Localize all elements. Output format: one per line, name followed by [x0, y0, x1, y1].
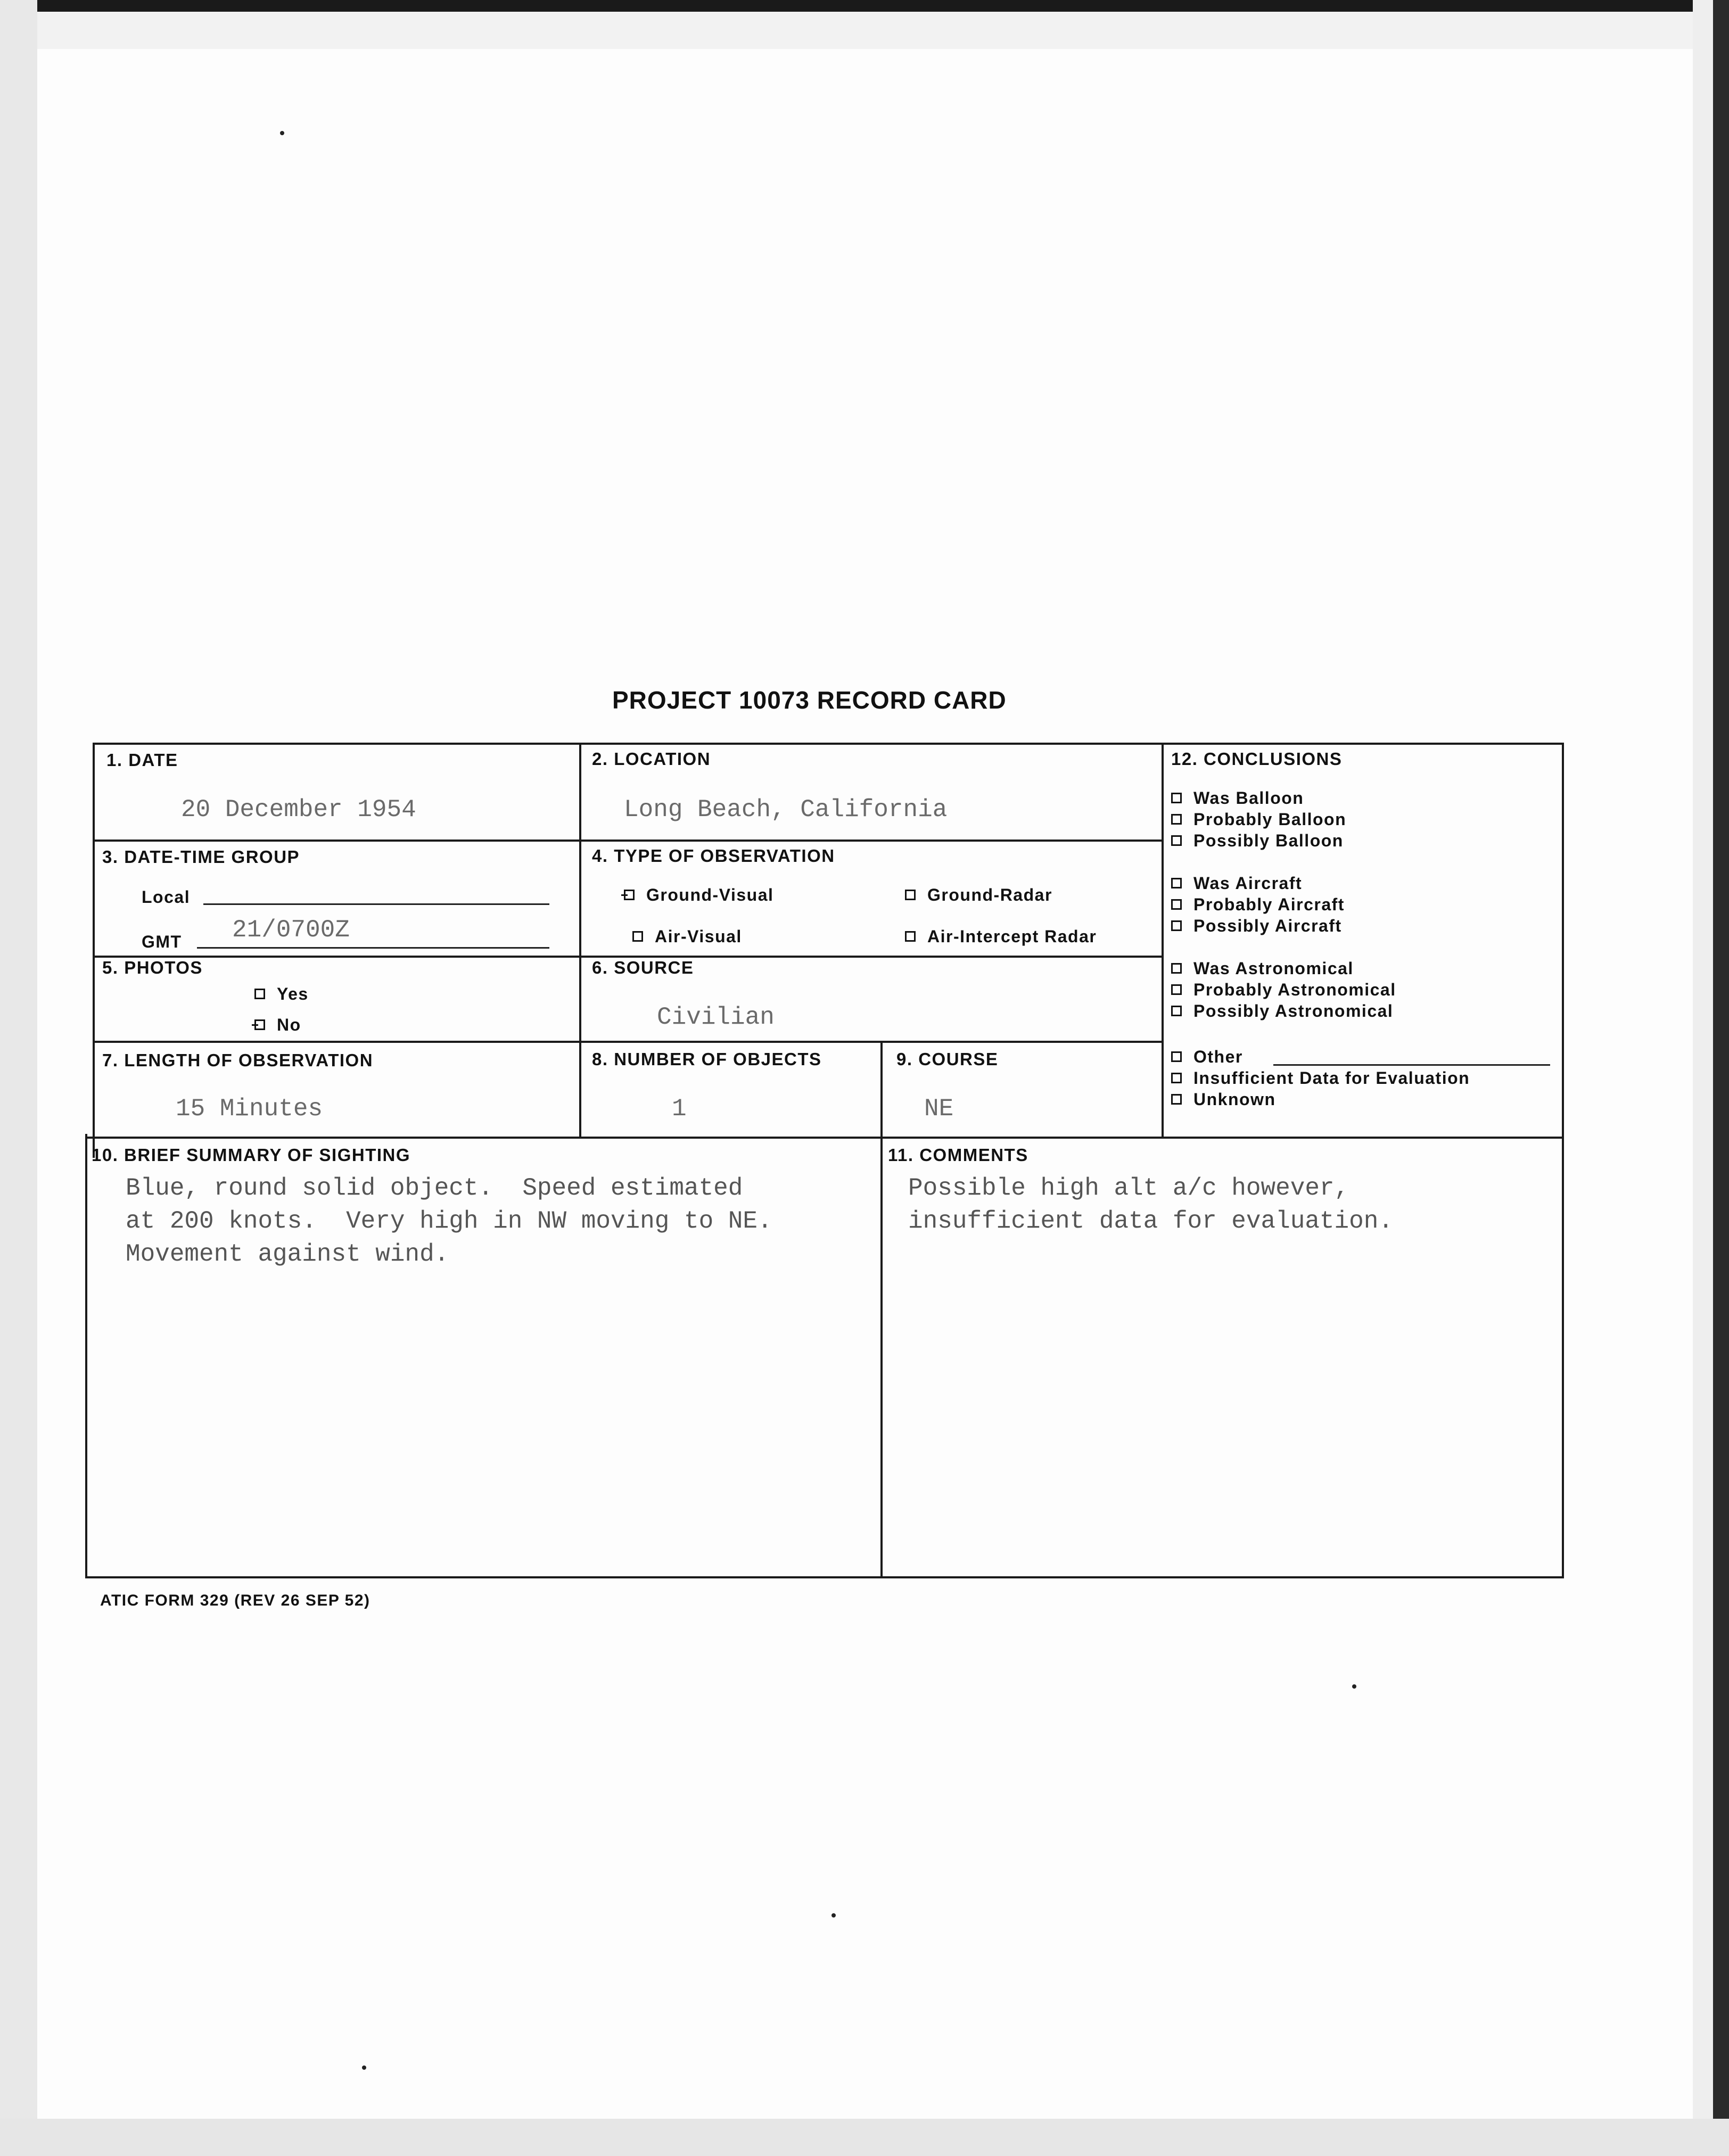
frame-left-lower: [85, 1134, 87, 1578]
scan-margin-top: [0, 12, 1729, 49]
conclusion-probably-balloon[interactable]: Probably Balloon: [1171, 810, 1346, 829]
photos-option-yes[interactable]: Yes: [254, 984, 309, 1004]
summary-line-3: Movement against wind.: [126, 1240, 449, 1268]
dust-speck: [1352, 1684, 1356, 1689]
form-footer: ATIC FORM 329 (REV 26 SEP 52): [100, 1592, 370, 1609]
comments-line-2: insufficient data for evaluation.: [908, 1207, 1393, 1235]
checkbox-icon[interactable]: [1171, 1073, 1182, 1083]
divider-col-conclusions: [1162, 743, 1164, 1137]
source-label: 6. SOURCE: [592, 958, 694, 977]
observation-option-ground-visual[interactable]: Ground-Visual: [624, 885, 773, 905]
divider-row3: [93, 1041, 1163, 1043]
objects-label: 8. NUMBER OF OBJECTS: [592, 1049, 822, 1069]
divider-col-objects: [880, 1041, 883, 1578]
checkbox-icon[interactable]: [1171, 814, 1182, 825]
summary-label: 10. BRIEF SUMMARY OF SIGHTING: [92, 1145, 411, 1165]
observation-option-air-visual[interactable]: Air-Visual: [632, 927, 742, 947]
date-label: 1. DATE: [106, 750, 178, 770]
comments-line-1: Possible high alt a/c however,: [908, 1174, 1349, 1202]
conclusion-probably-aircraft[interactable]: Probably Aircraft: [1171, 895, 1345, 915]
conclusion-probably-astronomical[interactable]: Probably Astronomical: [1171, 980, 1396, 1000]
scan-margin-bottom: [0, 2119, 1729, 2156]
scan-border-top: [0, 0, 1729, 12]
checkbox-icon[interactable]: [1171, 1051, 1182, 1062]
comments-label: 11. COMMENTS: [888, 1145, 1028, 1165]
dtg-local-label: Local: [142, 887, 191, 907]
record-card: [85, 743, 1564, 1578]
checkbox-icon[interactable]: [905, 931, 916, 942]
observation-option-ground-radar[interactable]: Ground-Radar: [905, 885, 1052, 905]
checkbox-icon[interactable]: [1171, 835, 1182, 846]
objects-value: 1: [672, 1095, 687, 1123]
conclusion-other[interactable]: Other: [1171, 1047, 1243, 1067]
conclusions-label: 12. CONCLUSIONS: [1171, 749, 1343, 769]
checkbox-icon[interactable]: [1171, 899, 1182, 910]
conclusion-was-aircraft[interactable]: Was Aircraft: [1171, 874, 1302, 893]
dust-speck: [362, 2066, 366, 2070]
checkbox-icon[interactable]: [1171, 920, 1182, 931]
observation-type-label: 4. TYPE OF OBSERVATION: [592, 846, 835, 866]
checkbox-icon[interactable]: [1171, 963, 1182, 974]
conclusion-was-astronomical[interactable]: Was Astronomical: [1171, 959, 1354, 978]
dtg-gmt-line: [197, 947, 549, 949]
photos-label: 5. PHOTOS: [102, 958, 203, 977]
frame-top: [93, 743, 1564, 745]
scan-margin-left: [0, 0, 37, 2156]
conclusion-insufficient-data[interactable]: Insufficient Data for Evaluation: [1171, 1068, 1470, 1088]
checkbox-icon[interactable]: [254, 989, 265, 999]
conclusion-possibly-aircraft[interactable]: Possibly Aircraft: [1171, 916, 1342, 936]
checkbox-icon[interactable]: [1171, 984, 1182, 995]
dust-speck: [831, 1913, 836, 1918]
conclusion-possibly-balloon[interactable]: Possibly Balloon: [1171, 831, 1344, 851]
dtg-gmt-label: GMT: [142, 932, 182, 951]
location-value: Long Beach, California: [624, 796, 948, 824]
checkbox-icon[interactable]: [1171, 1006, 1182, 1016]
divider-col1: [579, 743, 581, 1137]
scan-border-right: [1713, 0, 1729, 2156]
divider-row1: [93, 840, 1163, 842]
photos-option-no[interactable]: No: [254, 1015, 301, 1035]
conclusion-other-line: [1273, 1064, 1550, 1066]
observation-option-air-intercept-radar[interactable]: Air-Intercept Radar: [905, 927, 1097, 947]
divider-row4: [85, 1137, 1564, 1139]
dtg-local-line: [203, 903, 549, 905]
checkbox-icon[interactable]: [624, 890, 635, 900]
checkbox-icon[interactable]: [905, 890, 916, 900]
length-label: 7. LENGTH OF OBSERVATION: [102, 1050, 374, 1070]
dtg-label: 3. DATE-TIME GROUP: [102, 847, 300, 867]
course-value: NE: [924, 1095, 954, 1123]
length-value: 15 Minutes: [176, 1095, 323, 1123]
card-title: PROJECT 10073 RECORD CARD: [612, 686, 1007, 714]
summary-line-1: Blue, round solid object. Speed estimated: [126, 1174, 743, 1202]
location-label: 2. LOCATION: [592, 749, 711, 769]
checkbox-icon[interactable]: [1171, 1094, 1182, 1105]
checkbox-icon[interactable]: [632, 931, 643, 942]
frame-right: [1562, 743, 1564, 1578]
checkbox-icon[interactable]: [254, 1019, 265, 1030]
checkbox-icon[interactable]: [1171, 878, 1182, 888]
conclusion-possibly-astronomical[interactable]: Possibly Astronomical: [1171, 1001, 1393, 1021]
frame-bottom: [85, 1576, 1564, 1578]
dtg-gmt-value: 21/0700Z: [232, 916, 350, 944]
dust-speck: [280, 131, 284, 135]
checkbox-icon[interactable]: [1171, 793, 1182, 803]
frame-left-upper: [93, 743, 95, 1158]
date-value: 20 December 1954: [181, 796, 416, 824]
summary-line-2: at 200 knots. Very high in NW moving to NE.: [126, 1207, 772, 1235]
conclusion-unknown[interactable]: Unknown: [1171, 1090, 1275, 1109]
source-value: Civilian: [657, 1003, 775, 1031]
course-label: 9. COURSE: [896, 1049, 999, 1069]
conclusion-was-balloon[interactable]: Was Balloon: [1171, 788, 1304, 808]
